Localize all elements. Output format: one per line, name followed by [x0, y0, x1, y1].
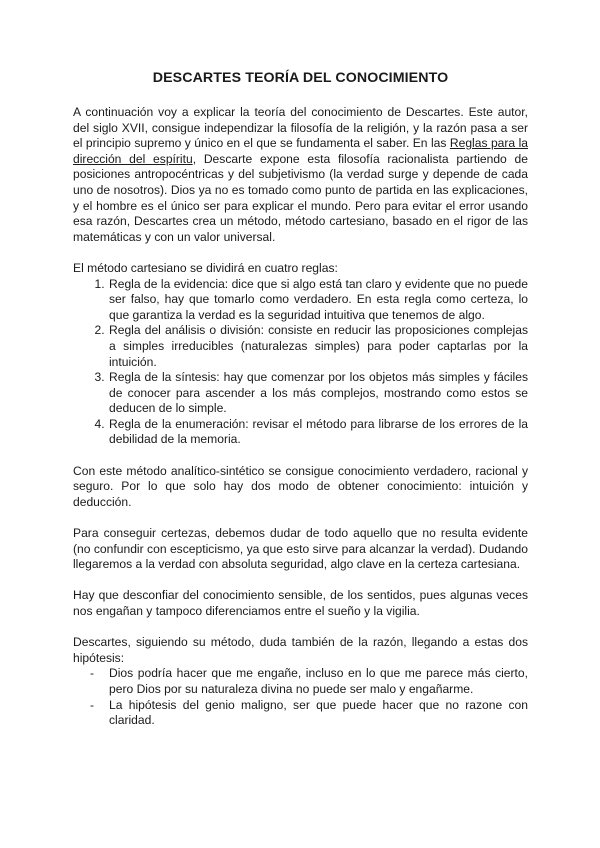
rule-item-enumeration: 4. Regla de la enumeración: revisar el método para librarse de los errores de la debilidad de la memoria. — [108, 417, 528, 448]
rule-item-evidence: 1. Regla de la evidencia: dice que si algo está tan claro y evidente que no puede ser falso, hay que tomarlo como verdadero. En esta regla como certeza, lo que garantiza la verdad es la seguridad intuitiva que tenemos de algo. — [108, 277, 528, 324]
intro-paragraph — [73, 105, 528, 245]
book-title-link[interactable]: Reglas para la dirección del espíritu — [73, 136, 528, 166]
dash-bullet: - — [90, 666, 95, 681]
reason-doubt-intro: Descartes, siguiendo su método, duda también de la razón, llegando a estas dos hipótesis: — [73, 635, 528, 665]
rule-item-analysis: 2. Regla del análisis o división: consiste en reducir las proposiciones complejas a simples irreducibles (naturalezas simples) para poder captarlas por la intuición. — [108, 323, 528, 370]
rule-item-synthesis: 3. Regla de la síntesis: hay que comenzar por los objetos más simples y fáciles de conocer para ascender a los más complejos, mostrando como estos se deducen de lo simple. — [108, 370, 528, 417]
document-title: DESCARTES TEORÍA DEL CONOCIMIENTO — [152, 70, 449, 86]
method-paragraph: Con este método analítico-sintético se consigue conocimiento verdadero, racional y seguro. Por lo que solo hay dos modo de obtener conocimiento: intuición y deducción. — [73, 463, 528, 509]
rules-list — [73, 277, 528, 449]
rules-intro: El método cartesiano se dividirá en cuatro reglas: — [73, 260, 338, 275]
doubt-paragraph: Para conseguir certezas, debemos dudar de todo aquello que no resulta evidente (no confundir con escepticismo, ya que esto sirve para alcanzar la verdad). Dudando llegaremos a la verdad con absoluta seguridad, algo clave en la certeza cartesiana. — [73, 526, 528, 572]
hypothesis-item-evil-genius — [90, 697, 528, 729]
dash-bullet: - — [90, 697, 95, 712]
hypotheses-list — [73, 666, 528, 728]
intro-text-before: A continuación voy a explicar la teoría del conocimiento de Descartes. Este autor, del siglo XVII, consigue independizar la filosofía de la religión, y la razón pasa a ser el principio supremo y único en el que se fundamenta el saber. En las — [73, 105, 528, 151]
hypothesis-text: Dios podría hacer que me engañe, incluso en lo que me parece más cierto, pero Dios por su naturaleza divina no puede ser malo y engañarme. — [109, 666, 528, 696]
senses-paragraph: Hay que desconfiar del conocimiento sensible, de los sentidos, pues algunas veces nos engañan y tampoco diferenciamos entre el sueño y la vigilia. — [73, 588, 528, 618]
hypothesis-item-god — [90, 666, 528, 697]
intro-text-after: , Descarte expone esta filosofía racionalista partiendo de posiciones antropocéntricas y del subjetivismo (la verdad surge y depende de cada uno de nosotros). Dios ya no es tomado como punto de partida en las explicaciones, y el hombre es el único ser para explicar el mundo. Pero para evitar el error usando esa razón, Descartes crea un método, método cartesiano, basado en el rigor de las matemáticas y con un valor universal. — [73, 151, 528, 244]
hypothesis-text: La hipótesis del genio maligno, ser que puede hacer que no razone con claridad. — [109, 697, 528, 728]
